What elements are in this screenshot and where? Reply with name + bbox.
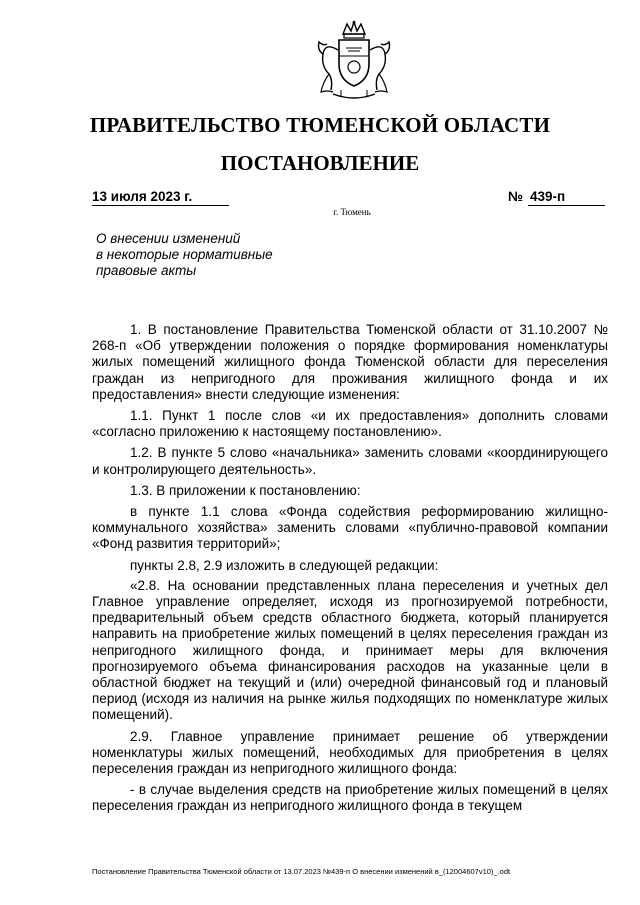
paragraph: 1. В постановление Правительства Тюменской области от 31.10.2007 № 268-п «Об утверждении положения о порядке формирования номенклатуры жилых помещений жилищного фонда Тюменской области для переселения граждан из непригодного для проживания жилищного фонда и их предоставления» внести следующие изменения: [92,322,608,402]
paragraph: в пункте 1.1 слова «Фонда содействия реформированию жилищно-коммунального хозяйства» заменить словами «публично-правовой компании «Фонд развития территорий»; [92,504,608,552]
paragraph: 1.3. В приложении к постановлению: [130,482,361,498]
city: г. Тюмень [333,207,371,217]
date-underline [92,205,229,206]
paragraph: 1.1. Пункт 1 после слов «и их предоставления» дополнить словами «согласно приложению к настоящему постановлению». [92,408,608,440]
paragraph: 2.9. Главное управление принимает решение об утверждении номенклатуры жилых помещений, необходимых для приобретения в целях переселения граждан из непригодного жилищного фонда: [92,728,608,777]
subject-line: в некоторые нормативные [96,247,273,262]
document-type: ПОСТАНОВЛЕНИЕ [220,151,420,175]
number-label: № [508,189,524,204]
page-footer: Постановление Правительства Тюменской области от 13.07.2023 №439-п О внесении изменений в_(12004607v10)_.odt [92,867,511,876]
subject-line: О внесении изменений [96,231,241,246]
paragraph: - в случае выделения средств на приобретение жилых помещений в целях переселения граждан из непригодного жилищного фонда в текущем [92,782,608,814]
paragraph: пункты 2.8, 2.9 изложить в следующей редакции: [130,557,439,573]
subject-line: правовые акты [96,263,197,278]
document-date: 13 июля 2023 г. [92,189,193,204]
coat-of-arms-icon [311,20,397,102]
organization-title: ПРАВИТЕЛЬСТВО ТЮМЕНСКОЙ ОБЛАСТИ [89,113,551,137]
document-body [92,322,608,820]
paragraph: 1.2. В пункте 5 слово «начальника» заменить словами «координирующего и контролирующего деятельность». [92,445,608,477]
paragraph: «2.8. На основании представленных плана переселения и учетных дел Главное управление определяет, исходя из прогнозируемой потребности, предварительный объем средств областного бюджета, который планируется направить на приобретение жилых помещений в целях переселения граждан из непригодного жилищного фонда, и принимает меры для включения прогнозируемого объема финансирования расходов на указанные цели в областной бюджет на текущий и (или) очередной финансовый год и плановый период (исходя из наличия на рынке жилья подходящих по номенклатуре жилых помещений). [92,577,608,723]
document-number: 439-п [530,189,566,204]
document-subject [96,231,326,279]
number-underline [528,205,605,206]
